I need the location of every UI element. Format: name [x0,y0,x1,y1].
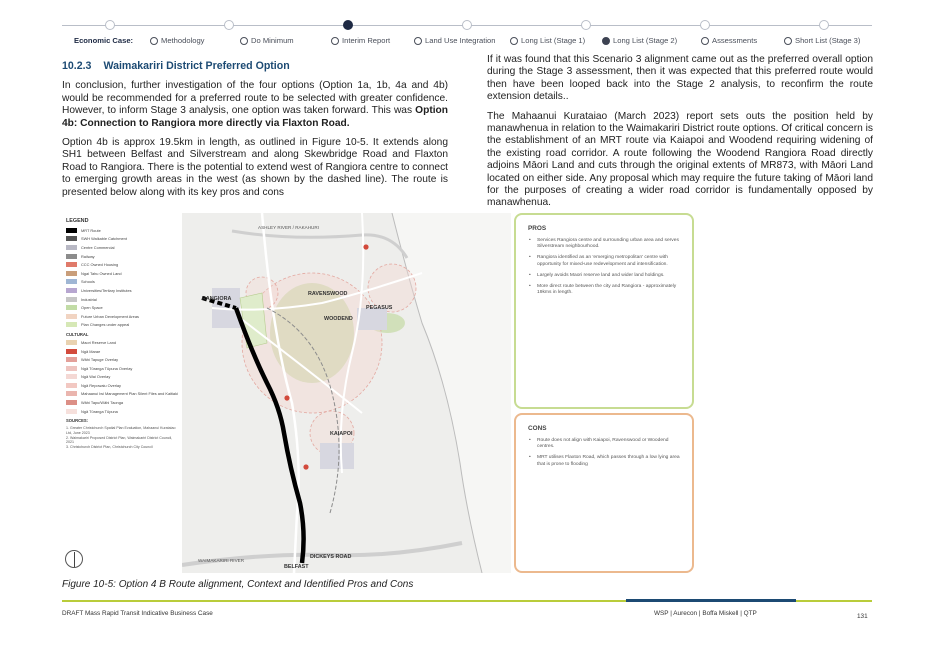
legend-item [66,381,178,390]
legend-sources [66,426,178,449]
legend-cultural-list [66,338,178,415]
legend-swatch [66,314,77,319]
legend-swatch [66,400,77,405]
step-radio-selected-icon [602,37,610,45]
legend-swatch [66,262,77,267]
route-map [62,213,511,573]
legend-item [66,338,178,347]
legend-item-label: Mahaanui Iwi Management Plan Silent Files and Kaitiaki [81,391,178,397]
map-legend [62,213,182,573]
legend-source-item: 1. Greater Christchurch Spatial Plan Evaluation, Mahaanui Kurataiao Ltd, June 2023 [66,426,176,436]
legend-swatch [66,279,77,284]
legend-item [66,364,178,373]
legend-list [66,226,178,329]
step-radio-icon [414,37,422,45]
step-radio-icon [510,37,518,45]
pros-item: • More direct route between the city and Rangiora - approximately 19kms in length. [528,284,680,296]
step-methodology[interactable]: Methodology [150,36,204,45]
legend-item [66,252,178,261]
legend-source-item: 2. Waimakariri Proposed District Plan, Waimakariri District Council, 2021 [66,435,173,445]
pros-panel [514,213,694,409]
north-arrow-icon [65,550,83,568]
preferred-option-text: Option 4b: Connection to Rangiora more directly via Flaxton Road. [62,105,448,129]
conclusion-paragraph: In conclusion, further investigation of the four options (Option 1a, 1b, 4a and 4b) would be recommended for a preferred route to be selected with greater confidence. However, to inform Stage 3 analysis, one option was taken forward. This was Option 4b: Connection to Rangiora more directly via Flaxton Road. [62,80,448,129]
right-text-column [487,54,873,217]
progress-node [581,20,591,30]
legend-item [66,398,178,407]
place-label-ravenswood: RAVENSWOOD [308,291,348,297]
legend-item-label: SWH Walkable Catchment [81,236,127,242]
urban-area [320,443,354,469]
legend-item [66,373,178,382]
legend-swatch [66,374,77,379]
step-short-list-stage-3[interactable]: Short List (Stage 3) [784,36,860,45]
step-long-list-stage-2[interactable]: Long List (Stage 2) [602,36,677,45]
legend-item [66,278,178,287]
option-description-paragraph: Option 4b is approx 19.5km in length, as outlined in Figure 10-5. It extends along SH1 between Belfast and Silverstream and along Skewbridge Road and Flaxton Road to Rangiora. There is the potential to extend west of Rangiora centre to connect to emerging growth areas in the west (as shown by the dashed line). The route is presented below along with its key pros and cons [62,137,448,198]
footer-authors: WSP | Aurecon | Boffa Miskell | QTP [654,610,757,617]
legend-item-label: Maori Reserve Land [81,339,117,345]
legend-swatch [66,366,77,371]
legend-item [66,260,178,269]
legend-item [66,312,178,321]
legend-item-label: Future Urban Development Areas [81,313,139,319]
pros-item: • Services Rangiora centre and surrounding urban area and serves Silverstream neighbourhood. [528,238,680,250]
step-radio-icon [150,37,158,45]
legend-item [66,226,178,235]
legend-cultural-title: CULTURAL [66,332,89,338]
legend-title: LEGEND [66,218,89,224]
place-label-woodend: WOODEND [324,316,353,322]
legend-item-label: Railway [81,253,95,259]
legend-item-label: Open Space [81,305,103,311]
legend-item-label: Schools [81,279,95,285]
legend-item [66,355,178,364]
legend-item [66,235,178,244]
cons-list [528,438,680,468]
legend-item [66,286,178,295]
pros-item: • Largely avoids Maori reserve land and wider land holdings. [528,273,680,279]
step-land-use-integration[interactable]: Land Use Integration [414,36,496,45]
urban-area [357,308,387,330]
place-label-dickeys-road: DICKEYS ROAD [310,554,352,560]
marae-marker [363,244,368,249]
manawhenua-paragraph: The Mahaanui Kurataiao (March 2023) report sets outs the position held by manawhenua in relation to the Waimakariri District route options. Of critical concern is the establishment of an MRT route via Kaiapoi and Woodend requiring widening of the existing road corridor. A route following the Woodend Rangiora Road directly adjoins Māori Land and cuts through the original extents of MR873, with Māori Land located on either side. Any proposal which may require the future taking of Māori land for the purposes of creating a wider road corridor is fundamentally opposed by manawhenua. [487,110,873,209]
legend-item-label: Universities/Tertiary Institutes [81,287,132,293]
progress-node [462,20,472,30]
legend-item-label: Ngai Tahu Owned Land [81,270,122,276]
place-label-kaiapoi: KAIAPOI [330,431,353,437]
legend-swatch [66,228,77,233]
step-assessments[interactable]: Assessments [701,36,757,45]
marae-marker [303,464,308,469]
cons-item: • MRT utilises Flaxton Road, which passes through a low lying area that is prone to flooding [528,455,680,467]
legend-swatch [66,236,77,241]
scenario-paragraph: If it was found that this Scenario 3 alignment came out as the preferred overall option during the Stage 3 assessment, then it was expected that this preferred route would then have been looped back into the Stage 2 analysis, to reconfirm the route extension details.. [487,54,873,103]
progress-node [819,20,829,30]
pros-item: • Rangiora identified as an 'emerging metropolitan' centre with opportunity for mixed-use redevelopment and intensification. [528,255,680,267]
marae-marker [284,395,289,400]
legend-item [66,321,178,330]
legend-item-label: Centre Commercial [81,244,115,250]
legend-item [66,303,178,312]
step-interim-report[interactable]: Interim Report [331,36,390,45]
legend-swatch [66,340,77,345]
legend-swatch [66,349,77,354]
step-radio-icon [701,37,709,45]
section-title: Waimakariri District Preferred Option [103,60,290,72]
progress-node [105,20,115,30]
legend-item [66,295,178,304]
progress-node-current [343,20,353,30]
legend-item [66,347,178,356]
legend-item [66,269,178,278]
legend-item-label: CCC Owned Housing [81,262,119,268]
legend-sources-title: SOURCES: [66,418,89,424]
pros-list [528,238,680,296]
legend-item-label: Ngā Repowaiu Overlay [81,382,122,388]
legend-item-label: Wāhi Tapuge Overlay [81,357,119,363]
section-number: 10.2.3 [62,60,92,72]
legend-item-label: Wāhi Tapu/Wāhi Taonga [81,400,124,406]
legend-swatch [66,245,77,250]
legend-swatch [66,357,77,362]
place-label-belfast: BELFAST [284,564,309,570]
section-heading [62,60,448,72]
legend-swatch [66,254,77,259]
figure-caption: Figure 10-5: Option 4 B Route alignment, Context and Identified Pros and Cons [62,579,414,590]
legend-item [66,407,178,416]
legend-item-label: Ngā Marae [81,348,101,354]
river-label-ashley: ASHLEY RIVER / RAKAHURI [258,225,319,230]
legend-swatch [66,271,77,276]
progress-node [700,20,710,30]
place-label-pegasus: PEGASUS [366,305,393,311]
legend-swatch [66,288,77,293]
step-radio-icon [331,37,339,45]
legend-item-label: Plan Changes under appeal [81,322,130,328]
ashley-river [232,231,407,258]
sea-area [392,213,511,573]
footer-document-title: DRAFT Mass Rapid Transit Indicative Business Case [62,610,213,617]
legend-swatch [66,297,77,302]
step-long-list-stage-1[interactable]: Long List (Stage 1) [510,36,585,45]
legend-item-label: Ngā Tūranga Tūpuna [81,408,118,414]
legend-item-label: Ngā Tūranga Tūpuna Overlay [81,365,133,371]
cons-item: • Route does not align with Kaiapoi, Ravenswood or Woodend centres. [528,438,680,450]
step-radio-icon [240,37,248,45]
legend-swatch [66,383,77,388]
legend-swatch [66,322,77,327]
step-do-minimum[interactable]: Do Minimum [240,36,294,45]
legend-item-label: Industrial [81,296,97,302]
footer-accent-rule [626,599,796,602]
progress-node [224,20,234,30]
legend-swatch [66,305,77,310]
place-label-rangiora: RANGIORA [202,296,232,302]
economic-case-label: Economic Case: [74,36,134,45]
cons-title: CONS [528,425,547,432]
progress-steps [62,36,872,50]
legend-item [66,243,178,252]
cons-panel [514,413,694,573]
page-number: 131 [857,613,868,620]
left-text-column [62,60,448,206]
legend-swatch [66,409,77,414]
river-label-waimakariri: WAIMAKARIRI RIVER [198,558,245,563]
legend-swatch [66,391,77,396]
legend-item [66,390,178,399]
legend-item-label: MRT Route [81,227,101,233]
pros-title: PROS [528,225,547,232]
legend-source-item: 3. Christchurch District Plan, Christchurch City Council [66,444,153,449]
legend-item-label: Ngā Wai Overlay [81,374,111,380]
step-radio-icon [784,37,792,45]
